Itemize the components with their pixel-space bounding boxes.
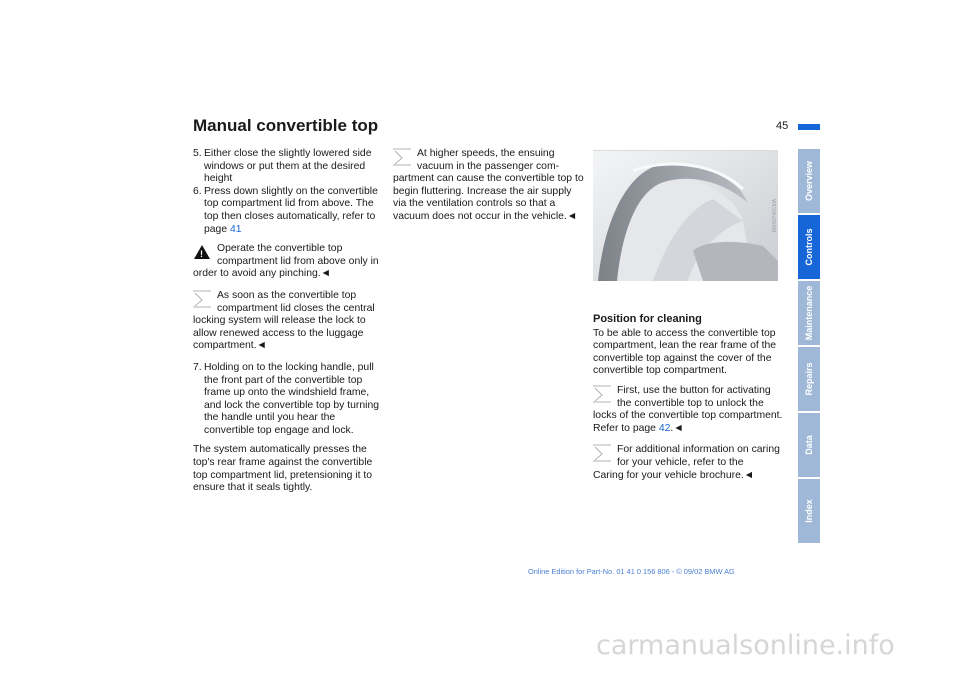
step-text-body: Press down slightly on the convertible top compartment lid from above. The top then closes automatically, refer to page bbox=[204, 185, 378, 235]
cleaning-paragraph: To be able to access the convertible top compartment, lean the rear frame of the convertible top against the cover of the convertible top compartment. bbox=[593, 327, 777, 377]
column-middle bbox=[393, 148, 584, 233]
info-note bbox=[193, 290, 386, 353]
step-text: Holding on to the locking handle, pull the front part of the convertible top frame up onto the windshield frame, and lock the convertible top by turning the handle until you hear the convertible top engage and lock. bbox=[204, 361, 380, 436]
photo-code: MXX0740CMA bbox=[772, 198, 778, 232]
end-mark: ◄ bbox=[566, 210, 578, 222]
page-link-41[interactable]: 41 bbox=[230, 223, 242, 235]
warning-text-rest: order to avoid any pinching.◄ bbox=[193, 268, 331, 280]
end-mark: ◄ bbox=[673, 422, 684, 434]
footer-edition: Online Edition for Part-No. 01 41 0 156 806 - © 09/02 BMW AG bbox=[528, 567, 735, 576]
note-text-first: As soon as the convertible top compartment lid closes the central bbox=[217, 289, 375, 314]
tab-label: Data bbox=[804, 435, 814, 455]
system-paragraph: The system automatically presses the top's rear frame against the convertible top compartment lid, pretensioning it to ensure that it seals tightly. bbox=[193, 444, 373, 494]
convertible-top-photo bbox=[593, 150, 778, 281]
tab-label: Maintenance bbox=[804, 285, 814, 341]
page-link-42[interactable]: 42 bbox=[658, 422, 671, 434]
section-tabs bbox=[798, 149, 820, 545]
warning-text-first: Operate the convertible top compartment lid from above only in bbox=[217, 243, 379, 267]
note-text-rest: locks of the convertible top compartment. Refer to page 42.◄ bbox=[593, 410, 783, 434]
info-note bbox=[593, 385, 785, 435]
column-left bbox=[193, 148, 386, 502]
step-7 bbox=[193, 362, 386, 438]
note-icon bbox=[593, 385, 611, 403]
warning-note bbox=[193, 243, 386, 281]
tab-maintenance[interactable] bbox=[798, 281, 820, 345]
note-text-first: For additional information on caring for your vehicle, refer to the bbox=[617, 444, 780, 468]
note-icon bbox=[193, 290, 211, 308]
section-heading: Position for cleaning bbox=[593, 313, 702, 325]
end-mark: ◄ bbox=[320, 268, 331, 280]
tab-controls[interactable] bbox=[798, 215, 820, 279]
tab-label: Repairs bbox=[804, 362, 814, 396]
tab-repairs[interactable] bbox=[798, 347, 820, 411]
step-number: 7. bbox=[193, 361, 202, 373]
note-icon bbox=[593, 444, 611, 462]
step-text: Either close the slightly lowered side windows or put them at the desired height bbox=[204, 148, 372, 185]
watermark: carmanualsonline.info bbox=[596, 630, 895, 661]
warning-icon: ! bbox=[193, 243, 211, 261]
tab-label: Index bbox=[804, 499, 814, 523]
step-number: 5. bbox=[193, 148, 202, 159]
tab-label: Controls bbox=[804, 228, 814, 266]
tab-label: Overview bbox=[804, 160, 814, 202]
note-icon bbox=[393, 148, 411, 166]
step-text bbox=[204, 186, 386, 236]
note-text-first: First, use the button for activating the convertible top to unlock the bbox=[617, 384, 771, 409]
tab-data[interactable] bbox=[798, 413, 820, 477]
end-mark: ◄ bbox=[256, 340, 267, 352]
step-number: 6. bbox=[193, 185, 202, 197]
column-right bbox=[593, 313, 785, 491]
tab-index[interactable] bbox=[798, 479, 820, 543]
info-note bbox=[593, 444, 785, 482]
note-text-first: At higher speeds, the ensuing vacuum in the passenger com- bbox=[417, 148, 560, 172]
step-6 bbox=[193, 186, 386, 236]
note-text-rest: Caring for your vehicle brochure.◄ bbox=[593, 469, 755, 481]
tab-overview[interactable] bbox=[798, 149, 820, 213]
note-text-rest: locking system will release the lock to allow renewed access to the luggage compartment.◄ bbox=[193, 315, 366, 352]
end-mark: ◄ bbox=[743, 469, 755, 481]
page-number: 45 bbox=[776, 120, 789, 132]
note-text-rest: partment can cause the convertible top to begin fluttering. Increase the air supply via the ventilation controls so that a vacuum does not occur in the vehicle.◄ bbox=[393, 173, 584, 222]
info-note bbox=[393, 148, 584, 224]
page-title: Manual convertible top bbox=[193, 116, 379, 135]
step-5 bbox=[193, 148, 386, 186]
page-number-bar bbox=[798, 124, 820, 130]
